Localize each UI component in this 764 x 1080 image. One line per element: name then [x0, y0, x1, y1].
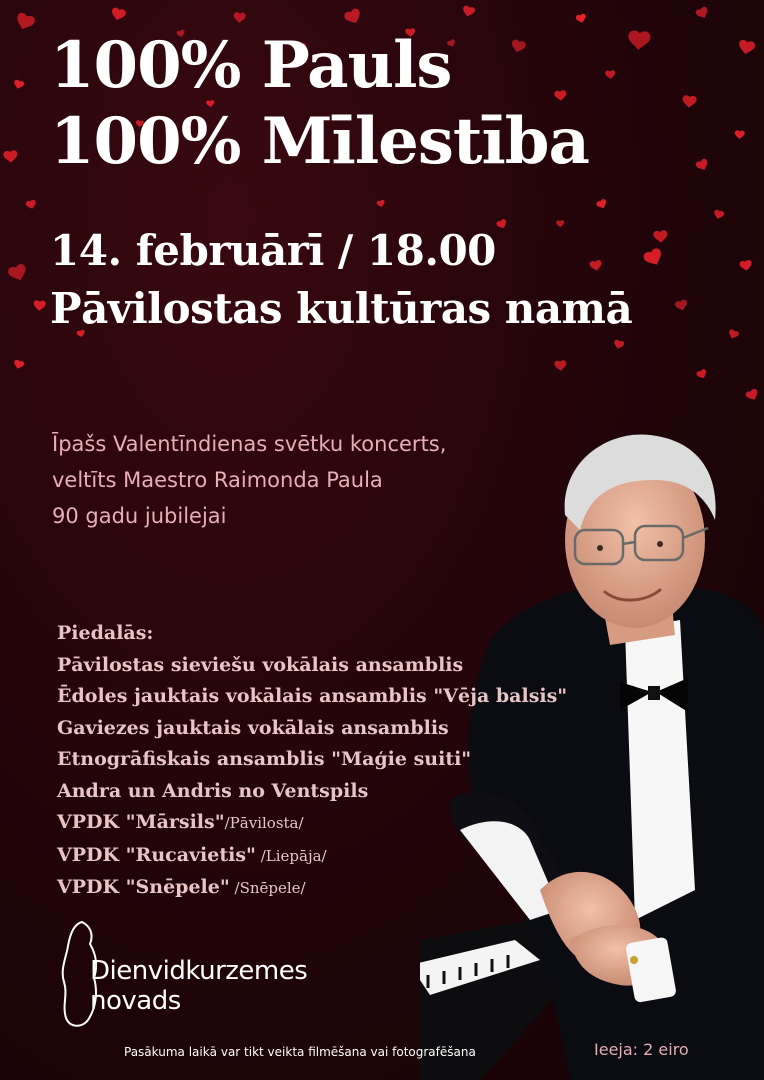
heart-shape	[653, 230, 668, 243]
heart-shape	[737, 39, 755, 56]
heart-shape	[376, 199, 386, 208]
performer-city: /Snēpele/	[229, 879, 306, 897]
performer-name: Ēdoles jauktais vokālais ansamblis "Vēja balsis"	[57, 685, 568, 707]
heart-shape	[674, 299, 688, 312]
event-venue: Pāvilostas kultūras namā	[50, 284, 633, 333]
heart-shape	[695, 158, 710, 172]
performer-item	[57, 650, 567, 682]
performers-list	[57, 618, 567, 905]
heart-shape	[554, 360, 567, 371]
heart-shape	[642, 247, 665, 269]
heart-shape	[613, 339, 625, 350]
logo-text	[90, 956, 307, 1016]
poster-title	[50, 28, 589, 180]
performer-item	[57, 744, 567, 776]
description-line: veltīts Maestro Raimonda Paula	[52, 468, 383, 492]
logo-line-1: Dienvidkurzemes	[90, 956, 308, 986]
performer-item	[57, 872, 567, 905]
heart-shape	[696, 368, 709, 380]
heart-shape	[682, 95, 697, 108]
performer-name: VPDK "Snēpele"	[57, 876, 230, 898]
title-line-2: 100% Mīlestība	[50, 104, 589, 179]
performer-name: VPDK "Mārsils"	[57, 811, 225, 833]
heart-shape	[25, 199, 37, 210]
performer-item	[57, 713, 567, 745]
performers-heading: Piedalās:	[57, 622, 154, 644]
heart-shape	[739, 259, 753, 271]
performer-name: Gaviezes jauktais vokālais ansamblis	[57, 716, 449, 739]
performer-item	[57, 807, 567, 840]
performer-item	[57, 681, 567, 713]
entry-fee: Ieeja: 2 eiro	[594, 1040, 689, 1059]
heart-shape	[233, 12, 246, 23]
performer-name: Etnogrāfiskais ansamblis "Maģie suiti"	[57, 748, 472, 770]
heart-shape	[343, 7, 363, 26]
performer-item	[57, 840, 567, 873]
heart-shape	[745, 388, 760, 402]
heart-shape	[13, 79, 25, 90]
performer-city: /Liepāja/	[255, 846, 327, 865]
heart-shape	[3, 150, 18, 163]
heart-shape	[110, 7, 127, 22]
heart-shape	[605, 70, 616, 79]
performer-name: VPDK "Rucavietis"	[57, 843, 256, 866]
description-line: Īpašs Valentīndienas svētku koncerts,	[52, 432, 447, 456]
heart-shape	[627, 30, 651, 51]
event-description	[52, 426, 446, 534]
description-line: 90 gadu jubilejai	[52, 504, 227, 528]
heart-shape	[734, 130, 745, 139]
heart-shape	[461, 5, 475, 18]
heart-shape	[33, 300, 46, 311]
heart-shape	[7, 263, 29, 284]
heart-shape	[13, 359, 25, 370]
performer-item	[57, 776, 567, 808]
heart-shape	[695, 6, 710, 20]
heart-shape	[575, 13, 587, 24]
performer-name: Pāvilostas sieviešu vokālais ansamblis	[57, 653, 464, 676]
event-date-time: 14. februārī / 18.00	[50, 226, 496, 275]
heart-shape	[596, 198, 609, 210]
heart-shape	[727, 329, 739, 340]
logo-line-2: novads	[90, 986, 181, 1016]
title-line-1: 100% Pauls	[50, 28, 452, 103]
event-date-venue	[50, 222, 632, 338]
performer-city: /Pāvilosta/	[224, 814, 304, 832]
heart-shape	[14, 12, 36, 33]
filming-notice: Pasākuma laikā var tikt veikta filmēšana vai fotografēšana	[124, 1045, 476, 1059]
heart-shape	[713, 209, 725, 220]
performer-name: Andra un Andris no Ventspils	[57, 779, 369, 802]
